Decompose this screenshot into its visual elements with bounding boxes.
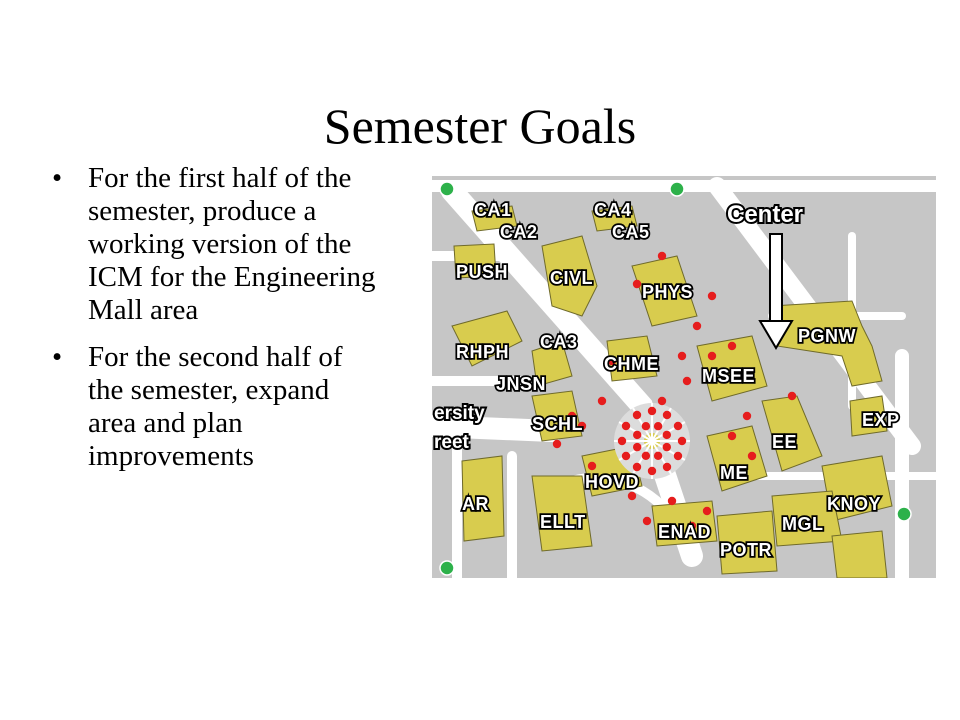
signal-node (588, 462, 596, 470)
signal-node (658, 252, 666, 260)
signal-node (654, 452, 662, 460)
building-label-phys: PHYS (642, 282, 694, 302)
building-label-ca4: CA4 (594, 200, 632, 220)
signal-node (642, 422, 650, 430)
building-label-ar: AR (462, 494, 489, 514)
signal-node (703, 507, 711, 515)
campus-map (432, 176, 936, 578)
campus-map-svg (432, 176, 936, 578)
center-label: Center (727, 201, 804, 228)
signal-node (728, 432, 736, 440)
signal-node (748, 452, 756, 460)
building-label-msee: MSEE (702, 366, 756, 386)
building-label-ca5: CA5 (612, 222, 650, 242)
signal-node (633, 463, 641, 471)
signal-node (663, 431, 671, 439)
signal-node (678, 437, 686, 445)
signal-node (628, 492, 636, 500)
building-label-chme: CHME (604, 354, 659, 374)
signal-node (663, 443, 671, 451)
signal-node (678, 352, 686, 360)
signal-node (648, 467, 656, 475)
signal-node (648, 407, 656, 415)
signal-node (683, 377, 691, 385)
building-label-me: ME (720, 463, 748, 483)
signal-node (598, 397, 606, 405)
signal-node (633, 443, 641, 451)
signal-node (643, 517, 651, 525)
building-label-push: PUSH (456, 262, 509, 282)
building-label-rhph: RHPH (456, 342, 510, 362)
building-label-potr: POTR (720, 540, 773, 560)
signal-node (708, 292, 716, 300)
footprint-nuclear (832, 531, 887, 578)
building-label-civl: CIVL (550, 268, 594, 288)
building-label-knoy: KNOY (827, 494, 882, 514)
building-label-ca2: CA2 (500, 222, 538, 242)
signal-marker-east (897, 507, 911, 521)
signal-node (668, 497, 676, 505)
signal-node (618, 437, 626, 445)
signal-node (622, 452, 630, 460)
building-label-ca3: CA3 (540, 332, 578, 352)
signal-node (633, 280, 641, 288)
street-label-bottom: reet (434, 432, 469, 453)
slide-title: Semester Goals (323, 98, 637, 154)
signal-node (788, 392, 796, 400)
building-label-ee: EE (772, 432, 798, 452)
building-label-exp: EXP (862, 410, 900, 430)
signal-node (553, 440, 561, 448)
signal-node (743, 412, 751, 420)
building-label-schl: SCHL (532, 414, 583, 434)
building-label-jnsn: JNSN (496, 374, 547, 394)
signal-node (674, 422, 682, 430)
signal-node (728, 342, 736, 350)
signal-node (622, 422, 630, 430)
building-label-ellt: ELLT (540, 512, 586, 532)
building-label-mgl: MGL (782, 514, 824, 534)
bullet-list (52, 162, 382, 487)
building-label-hovd: HOVD (585, 472, 640, 492)
signal-node (658, 397, 666, 405)
signal-node (674, 452, 682, 460)
street-label-top: ersity (434, 403, 485, 424)
signal-node (708, 352, 716, 360)
signal-marker-southwest (440, 561, 454, 575)
signal-node (633, 431, 641, 439)
signal-node (663, 411, 671, 419)
bullet-item-second-half: • For the second half of the semester, expand area and plan improvements (52, 341, 382, 473)
bullet-item-first-half: • For the first half of the semester, produce a working version of the ICM for the Engineering Mall area (52, 162, 382, 327)
signal-node (693, 322, 701, 330)
arrow-shaft (770, 234, 782, 324)
signal-node (633, 411, 641, 419)
building-label-pgnw: PGNW (798, 326, 856, 346)
building-label-ca1: CA1 (474, 200, 512, 220)
signal-marker-north (670, 182, 684, 196)
signal-marker-northwest (440, 182, 454, 196)
signal-node (654, 422, 662, 430)
building-label-enad: ENAD (658, 522, 712, 542)
signal-node (642, 452, 650, 460)
signal-node (663, 463, 671, 471)
